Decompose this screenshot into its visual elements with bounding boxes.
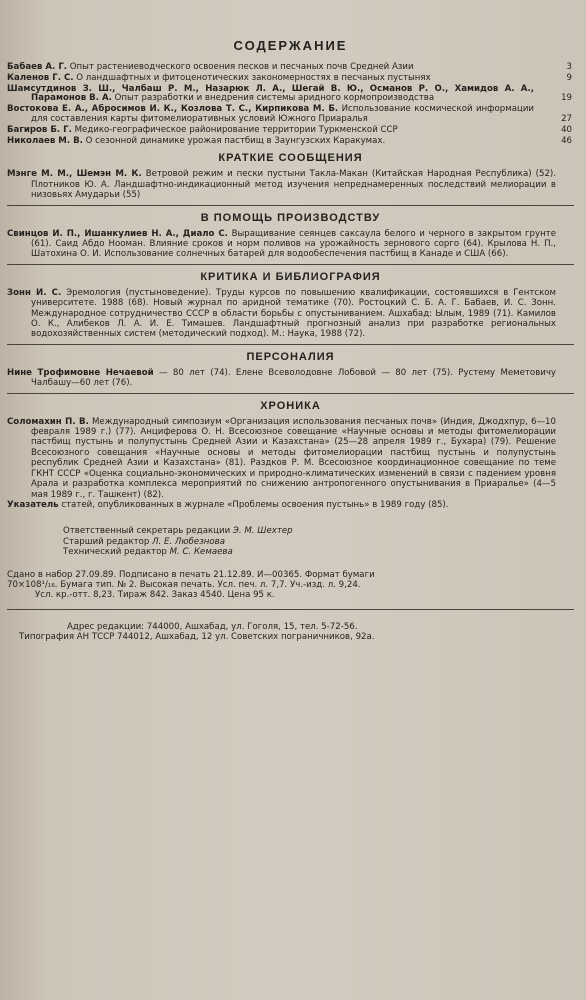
credit-line — [63, 547, 574, 557]
entry-title: О ландшафтных и фитоценотических закономерностях в песчаных пустынях — [76, 72, 431, 83]
publisher-address — [7, 622, 574, 643]
address-line: Адрес редакции: 744000, Ашхабад, ул. Гоголя, 15, тел. 5-72-56. — [67, 621, 358, 632]
entry-page: 40 — [561, 124, 572, 135]
section-paragraph — [7, 417, 574, 500]
entry-page: 19 — [561, 93, 572, 104]
credit-role: Технический редактор — [63, 547, 167, 558]
print-imprint — [7, 570, 574, 601]
section-heading: ХРОНИКА — [260, 399, 321, 412]
divider — [7, 393, 574, 394]
section-paragraph — [7, 229, 574, 260]
entry-title: Использование космической информации для составления карты фитомелиоративных условий Южного Приаралья — [31, 104, 534, 124]
divider — [7, 205, 574, 206]
section-heading: КРИТИКА И БИБЛИОГРАФИЯ — [200, 270, 381, 283]
entry-page: 3 — [566, 62, 572, 72]
divider — [7, 344, 574, 345]
paragraph-text: Международный симпозиум «Организация использования песчаных почв» (Индия, Джодхпур, 6—10 февраля 1989 г.) (77). Анциферова О. Н. Всесоюзное совещание «Научные основы и методы фитомелиорации пастбищ пустынь и полупустынь Средней Азии и Казахстана» (25—28 апреля 1989 г., Бухара) (79). Решение Всесоюзного совещания «Научные основы и методы фитомелиорации пастбищ пустынь и полупустынь республик Средней Азии и Казахстана» (81). Раздков Р. М. Всесоюзное координационное совещание по теме ГКНТ СССР «Оценка социально-экономических и природно-климатических изменений в связи с падением уровня Арала и разработка комплекса мероприятий по снижению антропогенного опустынивания в Приаралье» (4—5 мая 1989 г., г. Ташкент) (82). — [31, 416, 556, 500]
entry-title: Опыт растениеводческого освоения песков и песчаных почв Средней Азии — [69, 62, 414, 72]
section-heading: В ПОМОЩЬ ПРОИЗВОДСТВУ — [200, 211, 381, 224]
credit-name: Л. Е. Любезнова — [152, 536, 225, 547]
contents-entry — [7, 105, 574, 125]
credit-name: М. С. Кемаева — [169, 547, 233, 558]
paragraph-lead: Мэнге М. М., Шемэн М. К. — [7, 169, 142, 180]
entry-authors: Николаев М. В. — [7, 135, 83, 146]
imprint-line: 70×108¹/₁₆. Бумага тип. № 2. Высокая печать. Усл. печ. л. 7,7. Уч.-изд. л. 9,24. — [7, 579, 361, 590]
paragraph-text: статей, опубликованных в журнале «Проблемы освоения пустынь» в 1989 году (85). — [61, 499, 449, 510]
paragraph-lead: Свинцов И. П., Ишанкулиев Н. А., Диало С. — [7, 228, 228, 239]
contents-list — [7, 63, 574, 146]
editorial-credits — [63, 526, 574, 557]
entry-title: Опыт разработки и внедрения системы аридного кормопроизводства — [114, 93, 435, 104]
entry-authors: Шамсутдинов З. Ш., Чалбаш Р. М., Назарюк Л. А., Шегай В. Ю., Османов Р. О., Хамидов А. А., Парамонов В. А. — [7, 83, 534, 104]
contents-entry — [7, 137, 574, 147]
entry-title: Медико-географическое районирование территории Туркменской ССР — [74, 124, 398, 135]
paragraph-text: Эремология (пустыноведение). Труды курсов по повышению квалификации, состоявшихся в Гентском университете. 1988 (68). Новый журнал по аридной тематике (70). Ростоцкий С. Б. А. Г. Бабаев, И. С. Зонн. Международное сотрудничество СССР в области борьбы с опустыниванием. Ашхабад: Ылым, 1989 (71). Камилов О. К., Алибеков Л. А. И. Е. Тимашев. Ландшафтный прогнозный анализ при разработке региональных водохозяйственных систем (методический подход). М.: Наука, 1988 (72). — [31, 287, 556, 340]
imprint-line: Усл. кр.-отт. 8,23. Тираж 842. Заказ 4540. Цена 95 к. — [35, 590, 275, 601]
entry-authors: Багиров Б. Г. — [7, 124, 72, 135]
entry-authors: Востокова Е. А., Абросимов И. К., Козлова Т. С., Кирпикова М. Б. — [7, 104, 339, 115]
paragraph-lead: Зонн И. С. — [7, 287, 62, 298]
section-paragraph — [7, 368, 574, 389]
entry-title: О сезонной динамике урожая пастбищ в Заунгузских Каракумах. — [85, 135, 386, 146]
section-heading: ПЕРСОНАЛИЯ — [246, 350, 335, 363]
contents-entry — [7, 63, 574, 73]
entry-authors: Бабаев А. Г. — [7, 62, 68, 72]
contents-entry — [7, 126, 574, 136]
page-title: СОДЕРЖАНИЕ — [233, 38, 348, 53]
paragraph-lead: Нине Трофимовне Нечаевой — [7, 367, 154, 378]
address-line: Типография АН ТССР 744012, Ашхабад, 12 ул. Советских пограничников, 92а. — [19, 632, 375, 643]
entry-authors: Каленов Г. С. — [7, 72, 74, 83]
contents-entry — [7, 74, 574, 84]
entry-page: 46 — [561, 135, 572, 146]
imprint-line: Сдано в набор 27.09.89. Подписано в печать 21.12.89. И—00365. Формат бумаги — [7, 569, 375, 580]
paragraph-lead: Указатель — [7, 499, 59, 510]
contents-entry — [7, 85, 574, 105]
credit-role: Ответственный секретарь редакции — [63, 526, 231, 537]
credit-role: Старший редактор — [63, 536, 150, 547]
credit-line — [63, 526, 574, 536]
entry-page: 9 — [566, 72, 572, 83]
section-heading: КРАТКИЕ СООБЩЕНИЯ — [218, 152, 363, 165]
entry-page: 27 — [561, 113, 572, 124]
section-paragraph — [7, 169, 574, 200]
divider — [7, 609, 574, 610]
credit-name: Э. М. Шехтер — [232, 526, 293, 537]
section-paragraph — [7, 500, 574, 510]
credit-line — [63, 537, 574, 547]
paragraph-lead: Соломахин П. В. — [7, 416, 89, 427]
paragraph-text: Выращивание сеянцев саксаула белого и черного в закрытом грунте (61). Саид Абдо Нооман. Влияние сроков и норм поливов на урожайность зернового сорго (64). Крылова Н. П., Шатохина О. И. Использование солнечных батарей для водообеспечения пастбищ в Канаде и США (66). — [31, 228, 556, 260]
divider — [7, 264, 574, 265]
section-paragraph — [7, 288, 574, 340]
paragraph-text: — 80 лет (74). Елене Всеволодовне Лобовой — 80 лет (75). Рустему Меметовичу Чалбашу—60 лет (76). — [31, 367, 557, 389]
paragraph-text: Ветровой режим и пески пустыни Такла-Макан (Китайская Народная Республика) (52). Плотников Ю. А. Ландшафтно-индикационный метод изучения непреднамеренных последствий мелиорации в низовьях Амударьи (55) — [31, 169, 556, 201]
